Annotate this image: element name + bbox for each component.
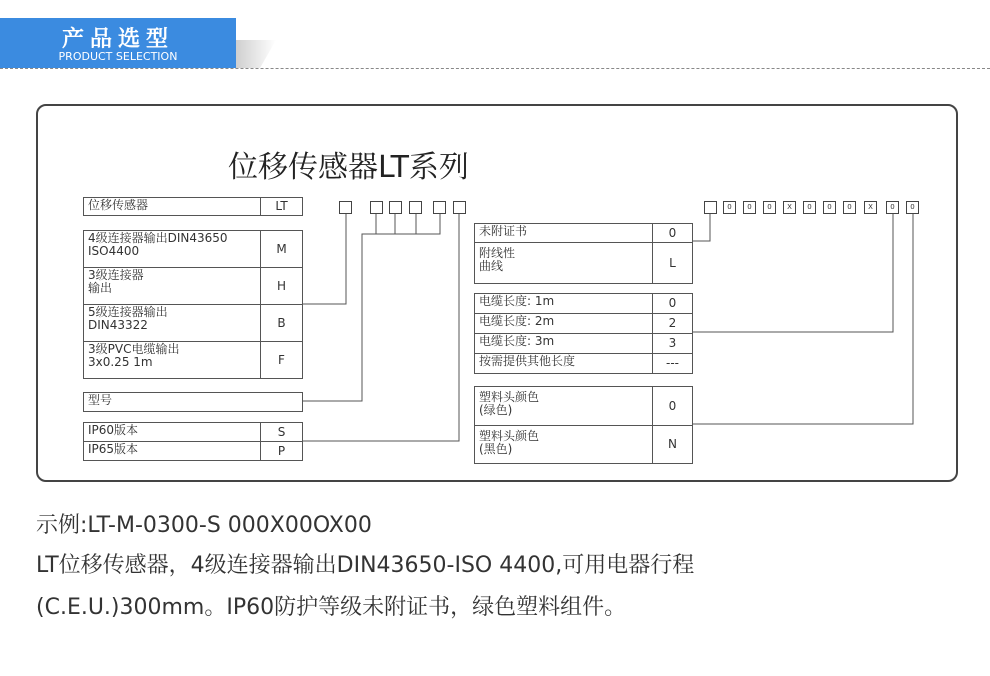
connector-row-code: F <box>260 341 303 379</box>
linearity-label: 附线性 曲线 <box>474 242 653 284</box>
sensor-label: 位移传感器 <box>83 197 261 216</box>
cable-row-code: 2 <box>652 313 693 334</box>
code-box-length <box>370 201 383 214</box>
plug-row-label: 塑料头颜色 (黑色) <box>474 425 653 464</box>
diagram-title: 位移传感器LT系列 <box>228 150 469 185</box>
version-row-label: IP65版本 <box>83 441 261 461</box>
connector-row-label: 3级连接器 输出 <box>83 267 261 305</box>
code-box-connector <box>339 201 352 214</box>
connector-row-code: M <box>260 230 303 268</box>
plug-row-label: 塑料头颜色 (绿色) <box>474 386 653 426</box>
cable-row-label: 电缆长度: 3m <box>474 333 653 354</box>
connector-row-label: 5级连接器输出 DIN43322 <box>83 304 261 342</box>
cable-row-code: 3 <box>652 333 693 354</box>
example-line-3: (C.E.U.)300mm。IP60防护等级未附证书，绿色塑料组件。 <box>36 595 627 620</box>
section-title: 产品选型 <box>61 27 174 52</box>
example-line-2: LT位移传感器，4级连接器输出DIN43650-ISO 4400,可用电器行程 <box>36 553 695 578</box>
cable-row-label: 电缆长度: 2m <box>474 313 653 334</box>
connector-row-code: B <box>260 304 303 342</box>
code-box-version <box>453 201 466 214</box>
linearity-code: L <box>652 242 693 284</box>
suffix-box: X <box>783 201 796 214</box>
cable-row-code: 0 <box>652 293 693 314</box>
cable-row-label: 按需提供其他长度 <box>474 353 653 374</box>
connector-row-code: H <box>260 267 303 305</box>
cert-code: 0 <box>652 223 693 243</box>
code-box-length <box>433 201 446 214</box>
connector-row-label: 3级PVC电缆输出 3x0.25 1m <box>83 341 261 379</box>
suffix-box: 0 <box>843 201 856 214</box>
suffix-box: 0 <box>763 201 776 214</box>
plug-row-code: N <box>652 425 693 464</box>
plug-row-code: 0 <box>652 386 693 426</box>
version-row-code: S <box>260 422 303 442</box>
version-row-code: P <box>260 441 303 461</box>
suffix-box: X <box>864 201 877 214</box>
code-box-length <box>409 201 422 214</box>
cable-row-label: 电缆长度: 1m <box>474 293 653 314</box>
suffix-box: 0 <box>743 201 756 214</box>
code-box-length <box>389 201 402 214</box>
model-label: 型号 <box>83 392 303 412</box>
code-box-option <box>704 201 717 214</box>
example-line-1: 示例:LT-M-0300-S 000X00OX00 <box>36 513 372 538</box>
cert-label: 未附证书 <box>474 223 653 243</box>
suffix-box: 0 <box>886 201 899 214</box>
version-row-label: IP60版本 <box>83 422 261 442</box>
suffix-box: 0 <box>723 201 736 214</box>
section-subtitle: PRODUCT SELECTION <box>58 50 178 63</box>
connector-row-label: 4级连接器输出DIN43650 ISO4400 <box>83 230 261 268</box>
suffix-box: 0 <box>803 201 816 214</box>
cable-row-code: --- <box>652 353 693 374</box>
suffix-box: 0 <box>906 201 919 214</box>
suffix-box: 0 <box>823 201 836 214</box>
sensor-code: LT <box>260 197 303 216</box>
